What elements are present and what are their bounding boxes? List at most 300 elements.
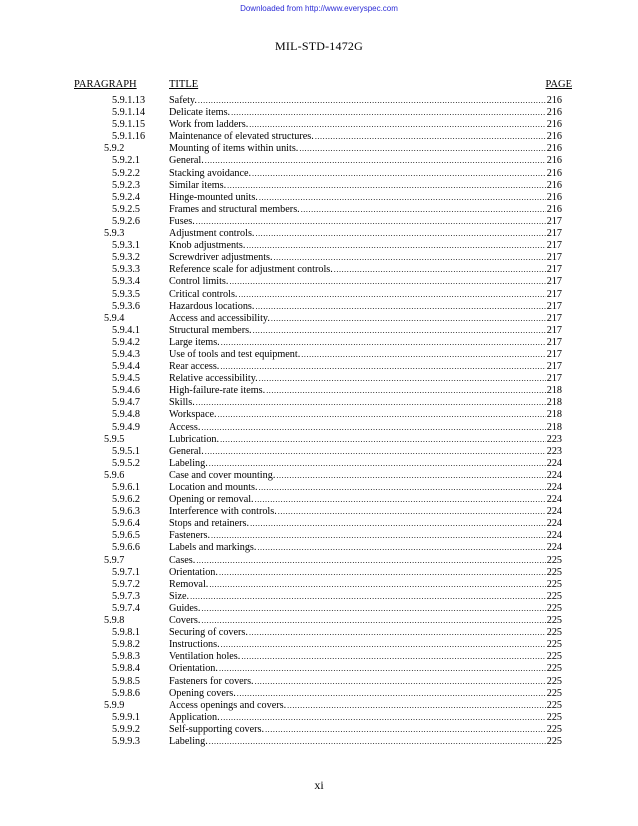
toc-entry-line <box>169 409 562 421</box>
toc-entry-page-number: 218 <box>546 409 562 421</box>
toc-entry-paragraph-number: 5.9.4.1 <box>112 324 141 336</box>
toc-entry-title: Access. <box>169 421 201 433</box>
toc-entry <box>0 518 638 530</box>
toc-entry-page-number: 224 <box>546 469 562 481</box>
table-of-contents <box>0 95 638 748</box>
toc-entry-line <box>169 627 562 639</box>
toc-entry-line <box>169 385 562 397</box>
toc-entry-page-number: 225 <box>546 639 562 651</box>
toc-entry-line <box>169 180 562 192</box>
toc-entry <box>0 313 638 325</box>
toc-entry-title: Screwdriver adjustments. <box>169 252 273 264</box>
toc-entry-line <box>169 337 562 349</box>
toc-entry-page-number: 223 <box>546 445 562 457</box>
toc-entry-paragraph-number: 5.9.1.16 <box>112 131 146 143</box>
toc-entry-line <box>169 276 562 288</box>
dot-leader <box>198 95 546 107</box>
toc-entry-paragraph-number: 5.9.7 <box>104 554 125 566</box>
dot-leader <box>259 373 546 385</box>
toc-entry-title: General. <box>169 155 204 167</box>
toc-entry-line <box>169 494 562 506</box>
toc-entry-line <box>169 422 562 434</box>
toc-entry-paragraph-number: 5.9.5.1 <box>112 445 141 457</box>
dot-leader <box>255 228 545 240</box>
toc-entry-title: Labels and markings. <box>169 542 257 554</box>
toc-entry-title: Fuses. <box>169 215 195 227</box>
toc-entry <box>0 95 638 107</box>
toc-entry-paragraph-number: 5.9.1.14 <box>112 107 146 119</box>
dot-leader <box>209 736 546 748</box>
toc-entry-paragraph-number: 5.9.8.6 <box>112 687 141 699</box>
paragraph-column-header: PARAGRAPH <box>74 79 137 90</box>
toc-entry <box>0 361 638 373</box>
toc-entry-line <box>169 542 562 554</box>
toc-entry-line <box>169 639 562 651</box>
toc-entry-paragraph-number: 5.9.6.2 <box>112 494 141 506</box>
toc-entry-paragraph-number: 5.9.1.13 <box>112 95 146 106</box>
toc-entry-title: Covers. <box>169 615 201 627</box>
dot-leader <box>218 409 546 421</box>
dot-leader <box>259 192 546 204</box>
toc-entry-page-number: 225 <box>546 711 562 723</box>
toc-entry-title: Orientation. <box>169 566 218 578</box>
dot-leader <box>241 651 545 663</box>
toc-entry-page-number: 216 <box>546 203 562 215</box>
dot-leader <box>255 676 546 688</box>
toc-entry-line <box>169 663 562 675</box>
toc-entry-line <box>169 530 562 542</box>
toc-entry-paragraph-number: 5.9.6 <box>104 469 125 481</box>
dot-leader <box>266 385 546 397</box>
toc-entry <box>0 434 638 446</box>
toc-entry-paragraph-number: 5.9.9 <box>104 699 125 711</box>
toc-entry-line <box>169 301 562 313</box>
toc-entry-page-number: 225 <box>546 675 562 687</box>
toc-entry-paragraph-number: 5.9.6.5 <box>112 530 141 542</box>
toc-entry-line <box>169 143 562 155</box>
toc-entry <box>0 482 638 494</box>
toc-entry <box>0 240 638 252</box>
dot-leader <box>278 506 546 518</box>
toc-entry-title: Case and cover mounting. <box>169 469 276 481</box>
toc-entry-line <box>169 482 562 494</box>
toc-entry-page-number: 216 <box>546 179 562 191</box>
dot-leader <box>238 289 545 301</box>
toc-entry-paragraph-number: 5.9.2.1 <box>112 155 141 167</box>
toc-entry-paragraph-number: 5.9.9.2 <box>112 723 141 735</box>
title-column-header: TITLE <box>169 79 199 90</box>
toc-entry-page-number: 224 <box>546 482 562 493</box>
toc-entry-line <box>169 240 562 252</box>
toc-entry-paragraph-number: 5.9.9.3 <box>112 735 141 747</box>
toc-entry <box>0 192 638 204</box>
toc-entry-title: Maintenance of elevated structures. <box>169 131 314 143</box>
toc-entry-page-number: 225 <box>546 578 562 590</box>
dot-leader <box>201 603 545 615</box>
toc-entry-title: Critical controls. <box>169 288 238 300</box>
toc-entry-line <box>169 349 562 361</box>
toc-entry-page-number: 216 <box>546 155 562 167</box>
toc-entry <box>0 700 638 712</box>
toc-entry-page-number: 217 <box>546 240 562 252</box>
toc-entry <box>0 688 638 700</box>
toc-entry <box>0 422 638 434</box>
dot-leader <box>257 542 545 554</box>
toc-entry-page-number: 225 <box>546 602 562 614</box>
toc-entry <box>0 301 638 313</box>
toc-entry-title: Hinge-mounted units. <box>169 191 258 203</box>
toc-entry-line <box>169 615 562 627</box>
toc-entry <box>0 663 638 675</box>
dot-leader <box>301 204 546 216</box>
dot-leader <box>246 240 545 252</box>
toc-entry-paragraph-number: 5.9.3.2 <box>112 252 141 264</box>
toc-entry <box>0 276 638 288</box>
toc-entry <box>0 228 638 240</box>
toc-entry-page-number: 217 <box>546 252 562 264</box>
toc-entry-title: Relative accessibility. <box>169 373 258 385</box>
toc-entry-line <box>169 95 562 107</box>
toc-entry-line <box>169 591 562 603</box>
toc-entry-page-number: 216 <box>546 143 562 155</box>
dot-leader <box>255 301 545 313</box>
toc-entry-paragraph-number: 5.9.7.2 <box>112 578 141 590</box>
toc-entry-paragraph-number: 5.9.4.5 <box>112 373 141 385</box>
toc-entry-title: Similar items. <box>169 179 227 191</box>
toc-entry-title: Securing of covers. <box>169 627 248 639</box>
toc-entry-paragraph-number: 5.9.4.7 <box>112 397 141 409</box>
toc-entry-line <box>169 264 562 276</box>
toc-entry-paragraph-number: 5.9.2.2 <box>112 167 141 179</box>
dot-leader <box>211 530 546 542</box>
toc-entry-page-number: 225 <box>546 651 562 663</box>
toc-entry-page-number: 217 <box>546 348 562 360</box>
toc-entry-page-number: 225 <box>546 735 562 747</box>
toc-entry-line <box>169 458 562 470</box>
toc-entry-paragraph-number: 5.9.3.1 <box>112 240 141 252</box>
toc-entry-line <box>169 325 562 337</box>
toc-entry-line <box>169 688 562 700</box>
toc-entry-paragraph-number: 5.9.8.2 <box>112 639 141 651</box>
toc-entry-title: Access and accessibility. <box>169 312 270 324</box>
toc-entry-title: Hazardous locations. <box>169 300 255 312</box>
dot-leader <box>220 434 546 446</box>
dot-leader <box>259 482 546 494</box>
toc-entry <box>0 143 638 155</box>
toc-entry <box>0 530 638 542</box>
dot-leader <box>229 276 545 288</box>
toc-entry-paragraph-number: 5.9.1.15 <box>112 119 146 131</box>
toc-entry-title: Mounting of items within units. <box>169 143 299 155</box>
toc-entry-title: Location and mounts. <box>169 482 258 493</box>
toc-entry-page-number: 225 <box>546 590 562 602</box>
toc-entry-page-number: 217 <box>546 373 562 385</box>
toc-entry-line <box>169 676 562 688</box>
toc-entry-line <box>169 434 562 446</box>
toc-entry-paragraph-number: 5.9.2.6 <box>112 215 141 227</box>
toc-entry-page-number: 216 <box>546 131 562 143</box>
toc-entry-paragraph-number: 5.9.6.1 <box>112 482 141 493</box>
toc-entry <box>0 567 638 579</box>
dot-leader <box>220 361 545 373</box>
toc-entry-page-number: 225 <box>546 687 562 699</box>
toc-entry-line <box>169 204 562 216</box>
toc-entry-title: Knob adjustments. <box>169 240 246 252</box>
toc-entry-page-number: 225 <box>546 554 562 566</box>
toc-entry <box>0 204 638 216</box>
dot-leader <box>227 180 546 192</box>
toc-entry-page-number: 217 <box>546 215 562 227</box>
toc-entry <box>0 627 638 639</box>
toc-entry-title: Guides. <box>169 602 201 614</box>
toc-entry <box>0 591 638 603</box>
dot-leader <box>221 639 546 651</box>
toc-entry-page-number: 224 <box>546 494 562 506</box>
dot-leader <box>249 119 545 131</box>
toc-entry-title: Large items. <box>169 336 220 348</box>
toc-entry <box>0 119 638 131</box>
toc-entry-line <box>169 506 562 518</box>
toc-entry-paragraph-number: 5.9.3.3 <box>112 264 141 276</box>
toc-entry-title: Rear access. <box>169 361 220 373</box>
toc-entry-title: Stacking avoidance. <box>169 167 252 179</box>
toc-entry-title: Opening or removal. <box>169 494 254 506</box>
toc-column-headers <box>74 79 572 91</box>
toc-entry-title: High-failure-rate items. <box>169 385 266 397</box>
toc-entry-page-number: 225 <box>546 566 562 578</box>
dot-leader <box>252 168 546 180</box>
toc-entry-line <box>169 107 562 119</box>
toc-entry <box>0 651 638 663</box>
toc-entry <box>0 252 638 264</box>
toc-entry <box>0 506 638 518</box>
toc-entry-page-number: 225 <box>546 723 562 735</box>
toc-entry-paragraph-number: 5.9.8.5 <box>112 675 141 687</box>
toc-entry-title: Adjustment controls. <box>169 228 255 240</box>
toc-entry <box>0 712 638 724</box>
toc-entry <box>0 337 638 349</box>
toc-entry <box>0 409 638 421</box>
dot-leader <box>287 700 546 712</box>
toc-entry-line <box>169 567 562 579</box>
toc-entry-page-number: 216 <box>546 107 562 119</box>
toc-entry <box>0 470 638 482</box>
toc-entry <box>0 325 638 337</box>
toc-entry-title: Use of tools and test equipment. <box>169 348 301 360</box>
toc-entry-page-number: 217 <box>546 312 562 324</box>
toc-entry-title: Workspace. <box>169 409 217 421</box>
toc-entry-line <box>169 155 562 167</box>
toc-entry-line <box>169 252 562 264</box>
toc-entry-line <box>169 131 562 143</box>
toc-entry <box>0 603 638 615</box>
dot-leader <box>221 337 546 349</box>
toc-entry-title: Access openings and covers. <box>169 699 287 711</box>
dot-leader <box>249 627 546 639</box>
toc-entry <box>0 397 638 409</box>
toc-entry-page-number: 223 <box>546 433 562 445</box>
toc-entry-title: Stops and retainers. <box>169 518 250 530</box>
toc-entry <box>0 542 638 554</box>
dot-leader <box>315 131 546 143</box>
toc-entry-title: Self-supporting covers. <box>169 723 265 735</box>
toc-entry <box>0 494 638 506</box>
dot-leader <box>237 688 546 700</box>
toc-entry-line <box>169 216 562 228</box>
toc-entry <box>0 676 638 688</box>
dot-leader <box>196 216 546 228</box>
toc-entry-line <box>169 579 562 591</box>
toc-entry-line <box>169 361 562 373</box>
dot-leader <box>253 325 546 337</box>
toc-entry-page-number: 225 <box>546 627 562 639</box>
toc-entry-title: Application. <box>169 711 220 723</box>
toc-entry-paragraph-number: 5.9.2.4 <box>112 191 141 203</box>
toc-entry-line <box>169 313 562 325</box>
toc-entry-page-number: 217 <box>546 264 562 276</box>
toc-entry-page-number: 216 <box>546 95 562 106</box>
toc-entry-line <box>169 446 562 458</box>
toc-entry-line <box>169 712 562 724</box>
download-source-banner[interactable]: Downloaded from http://www.everyspec.com <box>240 4 398 13</box>
dot-leader <box>255 494 546 506</box>
toc-entry-line <box>169 228 562 240</box>
toc-entry-paragraph-number: 5.9.4.9 <box>112 421 141 433</box>
toc-entry-title: Structural members. <box>169 324 252 336</box>
dot-leader <box>190 591 546 603</box>
toc-entry-page-number: 225 <box>546 663 562 675</box>
dot-leader <box>274 252 546 264</box>
toc-entry-paragraph-number: 5.9.3 <box>104 228 125 240</box>
page-number: xi <box>314 778 324 792</box>
toc-entry-line <box>169 373 562 385</box>
dot-leader <box>196 555 545 567</box>
toc-entry-page-number: 225 <box>546 699 562 711</box>
toc-entry-paragraph-number: 5.9.3.5 <box>112 288 141 300</box>
toc-entry-line <box>169 192 562 204</box>
toc-entry-page-number: 217 <box>546 324 562 336</box>
toc-entry-paragraph-number: 5.9.9.1 <box>112 711 141 723</box>
toc-entry <box>0 107 638 119</box>
toc-entry-paragraph-number: 5.9.7.1 <box>112 566 141 578</box>
toc-entry <box>0 579 638 591</box>
toc-entry-paragraph-number: 5.9.3.4 <box>112 276 141 288</box>
dot-leader <box>299 143 545 155</box>
toc-entry-title: Skills. <box>169 397 195 409</box>
toc-entry-paragraph-number: 5.9.4.4 <box>112 361 141 373</box>
toc-entry-paragraph-number: 5.9.8.3 <box>112 651 141 663</box>
toc-entry-line <box>169 289 562 301</box>
toc-entry <box>0 385 638 397</box>
toc-entry-paragraph-number: 5.9.2.5 <box>112 203 141 215</box>
toc-entry-page-number: 217 <box>546 288 562 300</box>
dot-leader <box>231 107 546 119</box>
toc-entry-page-number: 224 <box>546 506 562 518</box>
toc-entry <box>0 264 638 276</box>
toc-entry-title: Cases. <box>169 554 196 566</box>
dot-leader <box>205 446 546 458</box>
toc-entry-paragraph-number: 5.9.2.3 <box>112 179 141 191</box>
toc-entry <box>0 458 638 470</box>
toc-entry-line <box>169 518 562 530</box>
toc-entry-paragraph-number: 5.9.3.6 <box>112 300 141 312</box>
toc-entry-page-number: 224 <box>546 530 562 542</box>
toc-entry <box>0 373 638 385</box>
toc-entry-page-number: 218 <box>546 385 562 397</box>
toc-entry-title: Size. <box>169 590 190 602</box>
toc-entry-page-number: 224 <box>546 542 562 554</box>
toc-entry-line <box>169 119 562 131</box>
toc-entry-paragraph-number: 5.9.7.4 <box>112 602 141 614</box>
toc-entry-title: Instructions. <box>169 639 220 651</box>
dot-leader <box>276 470 545 482</box>
toc-entry-paragraph-number: 5.9.8.4 <box>112 663 141 675</box>
toc-entry-title: Reference scale for adjustment controls. <box>169 264 333 276</box>
toc-entry-paragraph-number: 5.9.5 <box>104 433 125 445</box>
toc-entry <box>0 615 638 627</box>
toc-entry-title: Interference with controls. <box>169 506 277 518</box>
toc-entry-paragraph-number: 5.9.7.3 <box>112 590 141 602</box>
toc-entry-title: Control limits. <box>169 276 229 288</box>
toc-entry <box>0 168 638 180</box>
toc-entry-title: Ventilation holes. <box>169 651 241 663</box>
toc-entry-page-number: 218 <box>546 421 562 433</box>
toc-entry-paragraph-number: 5.9.4.8 <box>112 409 141 421</box>
dot-leader <box>201 422 545 434</box>
toc-entry-paragraph-number: 5.9.4.2 <box>112 336 141 348</box>
toc-entry-paragraph-number: 5.9.6.6 <box>112 542 141 554</box>
toc-entry-title: Frames and structural members. <box>169 203 300 215</box>
dot-leader <box>201 615 545 627</box>
toc-entry-line <box>169 651 562 663</box>
toc-entry-line <box>169 724 562 736</box>
toc-entry-title: Work from ladders. <box>169 119 249 131</box>
toc-entry-title: Safety. <box>169 95 197 106</box>
toc-entry-page-number: 217 <box>546 361 562 373</box>
dot-leader <box>205 155 546 167</box>
toc-entry-line <box>169 603 562 615</box>
toc-entry-page-number: 217 <box>546 228 562 240</box>
toc-entry-page-number: 225 <box>546 615 562 627</box>
toc-entry <box>0 289 638 301</box>
toc-entry-line <box>169 736 562 748</box>
dot-leader <box>250 518 546 530</box>
toc-entry-line <box>169 700 562 712</box>
dot-leader <box>221 712 546 724</box>
toc-entry-paragraph-number: 5.9.6.3 <box>112 506 141 518</box>
toc-entry-paragraph-number: 5.9.4 <box>104 312 125 324</box>
dot-leader <box>265 724 546 736</box>
toc-entry <box>0 639 638 651</box>
toc-entry-title: Removal. <box>169 578 209 590</box>
toc-entry <box>0 555 638 567</box>
toc-entry-paragraph-number: 5.9.6.4 <box>112 518 141 530</box>
document-title: MIL-STD-1472G <box>275 39 363 53</box>
toc-entry-page-number: 217 <box>546 300 562 312</box>
dot-leader <box>219 663 546 675</box>
toc-entry-line <box>169 555 562 567</box>
toc-entry <box>0 180 638 192</box>
toc-entry-page-number: 216 <box>546 167 562 179</box>
toc-entry-line <box>169 397 562 409</box>
toc-entry <box>0 736 638 748</box>
toc-entry-paragraph-number: 5.9.8.1 <box>112 627 141 639</box>
toc-entry-title: Labeling. <box>169 735 208 747</box>
toc-entry-page-number: 216 <box>546 119 562 131</box>
toc-entry <box>0 131 638 143</box>
dot-leader <box>301 349 545 361</box>
toc-entry-page-number: 216 <box>546 191 562 203</box>
